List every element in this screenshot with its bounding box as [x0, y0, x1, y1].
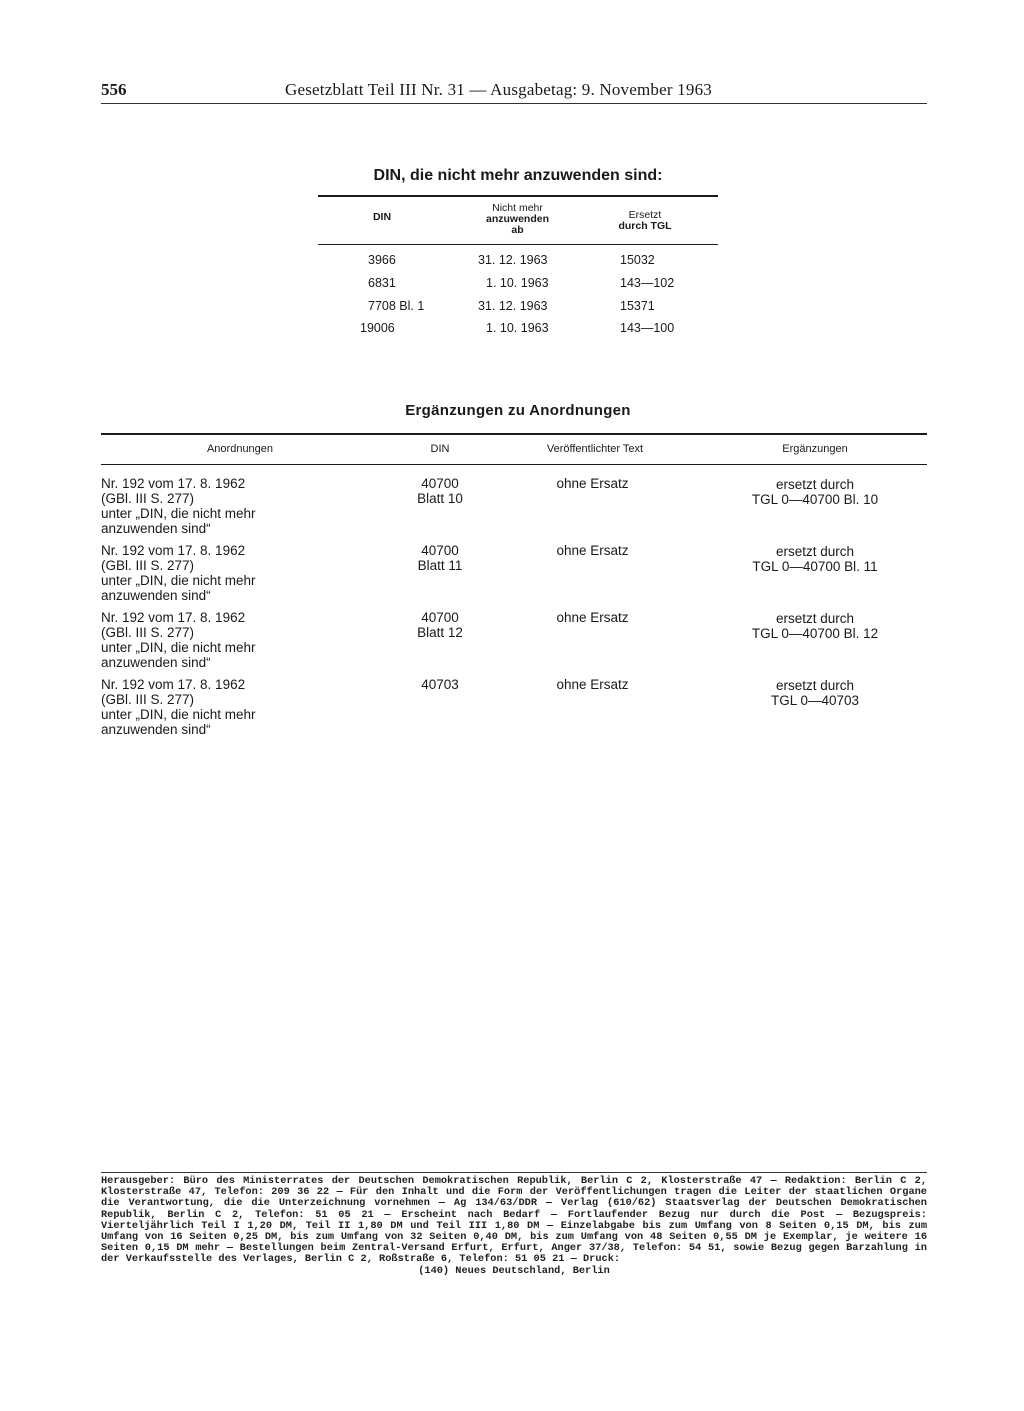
supplements-header-published-text: Veröffentlichter Text — [546, 443, 644, 455]
supplement-cell — [700, 678, 930, 708]
header-line: Nicht mehr — [492, 202, 543, 214]
supplements-table-header-rule — [101, 464, 927, 465]
published-text-cell: ohne Ersatz — [556, 610, 629, 625]
header-line: durch TGL — [618, 220, 672, 232]
din-line: Blatt 12 — [417, 625, 463, 640]
order-cell — [101, 476, 341, 536]
order-cell — [101, 610, 341, 670]
tgl-cell: 15371 — [620, 299, 655, 313]
order-cell — [101, 677, 341, 737]
tgl-cell: 143—102 — [620, 276, 675, 290]
din-table-title: DIN, die nicht mehr anzuwenden sind: — [373, 167, 663, 184]
order-line: anzuwenden sind“ — [101, 588, 211, 603]
tgl-cell: 143—100 — [620, 321, 675, 335]
din-table-header-replaced-by — [605, 210, 685, 232]
din-line: 40700 — [421, 543, 459, 558]
imprint — [101, 1176, 927, 1277]
supplement-cell — [700, 477, 930, 507]
running-title: Gesetzblatt Teil III Nr. 31 — Ausgabetag: 9. November 1963 — [285, 80, 712, 99]
supplement-cell — [700, 611, 930, 641]
order-line: (GBl. III S. 277) — [101, 625, 195, 640]
published-text-cell: ohne Ersatz — [556, 543, 629, 558]
supplement-line: ersetzt durch — [775, 477, 855, 492]
order-line: unter „DIN, die nicht mehr — [101, 640, 256, 655]
supplements-header-supplements: Ergänzungen — [782, 443, 848, 455]
imprint-printer: (140) Neues Deutschland, Berlin — [418, 1264, 610, 1277]
din-cell — [380, 677, 500, 692]
supplements-table-title: Ergänzungen zu Anordnungen — [405, 402, 631, 419]
order-line: Nr. 192 vom 17. 8. 1962 — [101, 476, 246, 491]
order-line: (GBl. III S. 277) — [101, 558, 195, 573]
order-line: anzuwenden sind“ — [101, 655, 211, 670]
header-line: ab — [511, 224, 524, 236]
page-number: 556 — [101, 80, 127, 99]
din-table-header-not-applicable — [470, 203, 565, 236]
order-line: unter „DIN, die nicht mehr — [101, 707, 256, 722]
supplement-line: ersetzt durch — [775, 611, 855, 626]
supplement-line: ersetzt durch — [775, 544, 855, 559]
din-cell: 19006 — [360, 321, 395, 335]
supplement-cell — [700, 544, 930, 574]
din-cell: 6831 — [368, 276, 396, 290]
date-cell: 31. 12. 1963 — [478, 299, 548, 313]
order-cell — [101, 543, 341, 603]
header-line: Ersetzt — [628, 209, 662, 221]
supplements-header-orders: Anordnungen — [206, 443, 274, 455]
date-cell: 1. 10. 1963 — [486, 321, 549, 335]
din-line: 40700 — [421, 476, 459, 491]
order-line: (GBl. III S. 277) — [101, 491, 195, 506]
footer-rule — [101, 1172, 927, 1173]
order-line: (GBl. III S. 277) — [101, 692, 195, 707]
tgl-cell: 15032 — [620, 253, 655, 267]
din-line: 40700 — [421, 610, 459, 625]
supplement-line: TGL 0—40703 — [770, 693, 860, 708]
order-line: unter „DIN, die nicht mehr — [101, 573, 256, 588]
published-text-cell: ohne Ersatz — [556, 677, 629, 692]
din-table-header-rule — [318, 244, 718, 245]
order-line: unter „DIN, die nicht mehr — [101, 506, 256, 521]
order-line: Nr. 192 vom 17. 8. 1962 — [101, 677, 246, 692]
din-cell — [380, 610, 500, 640]
order-line: Nr. 192 vom 17. 8. 1962 — [101, 610, 246, 625]
date-cell: 1. 10. 1963 — [486, 276, 549, 290]
supplements-header-din: DIN — [430, 443, 450, 455]
din-cell: 7708 Bl. 1 — [368, 299, 425, 313]
din-cell: 3966 — [368, 253, 396, 267]
supplement-line: TGL 0—40700 Bl. 11 — [752, 559, 878, 574]
din-cell — [380, 543, 500, 573]
date-cell: 31. 12. 1963 — [478, 253, 548, 267]
published-text-cell: ohne Ersatz — [556, 476, 629, 491]
din-line: 40703 — [421, 677, 459, 692]
supplement-line: TGL 0—40700 Bl. 12 — [751, 626, 879, 641]
order-line: Nr. 192 vom 17. 8. 1962 — [101, 543, 246, 558]
din-table-top-rule — [318, 195, 718, 197]
header-line: anzuwenden — [485, 213, 549, 225]
imprint-body: Herausgeber: Büro des Ministerrates der Deutschen Demokratischen Republik, Berlin C 2, Klosterstraße 47 — Redaktion: Berlin C 2, Klosterstraße 47, Telefon: 209 36 22 — Für den Inhalt und die Form der Veröffentlichungen tragen die Leiter der staatlichen Organe die Verantwortung, die die Unterzeichnung vornehmen — Ag 134/63/DDR — Verlag (610/62) Staatsverlag der Deutschen Demokratischen Republik, Berlin C 2, Telefon: 51 05 21 — Erscheint nach Bedarf — Fortlaufender Bezug nur durch die Post — Bezugspreis: Vierteljährlich Teil I 1,20 DM, Teil II 1,80 DM und Teil III 1,80 DM — Einzelabgabe bis zum Umfang von 8 Seiten 0,15 DM, bis zum Umfang von 16 Seiten 0,25 DM, bis zum Umfang von 32 Seiten 0,40 DM, bis zum Umfang von 48 Seiten 0,55 DM je Exemplar, je weitere 16 Seiten 0,15 DM mehr — Bestellungen beim Zentral-Versand Erfurt, Erfurt, Anger 37/38, Telefon: 54 51, sowie Bezug gegen Barzahlung in der Verkaufsstelle des Verlages, Berlin C 2, Roßstraße 6, Telefon: 51 05 21 — Druck: — [101, 1175, 927, 1266]
header-rule — [101, 103, 927, 104]
supplements-table-top-rule — [101, 433, 927, 435]
din-line: Blatt 11 — [417, 558, 463, 573]
din-table-header-din: DIN — [372, 211, 392, 223]
supplement-line: TGL 0—40700 Bl. 10 — [751, 492, 879, 507]
supplement-line: ersetzt durch — [775, 678, 855, 693]
order-line: anzuwenden sind“ — [101, 521, 211, 536]
din-cell — [380, 476, 500, 506]
order-line: anzuwenden sind“ — [101, 722, 211, 737]
din-line: Blatt 10 — [417, 491, 463, 506]
